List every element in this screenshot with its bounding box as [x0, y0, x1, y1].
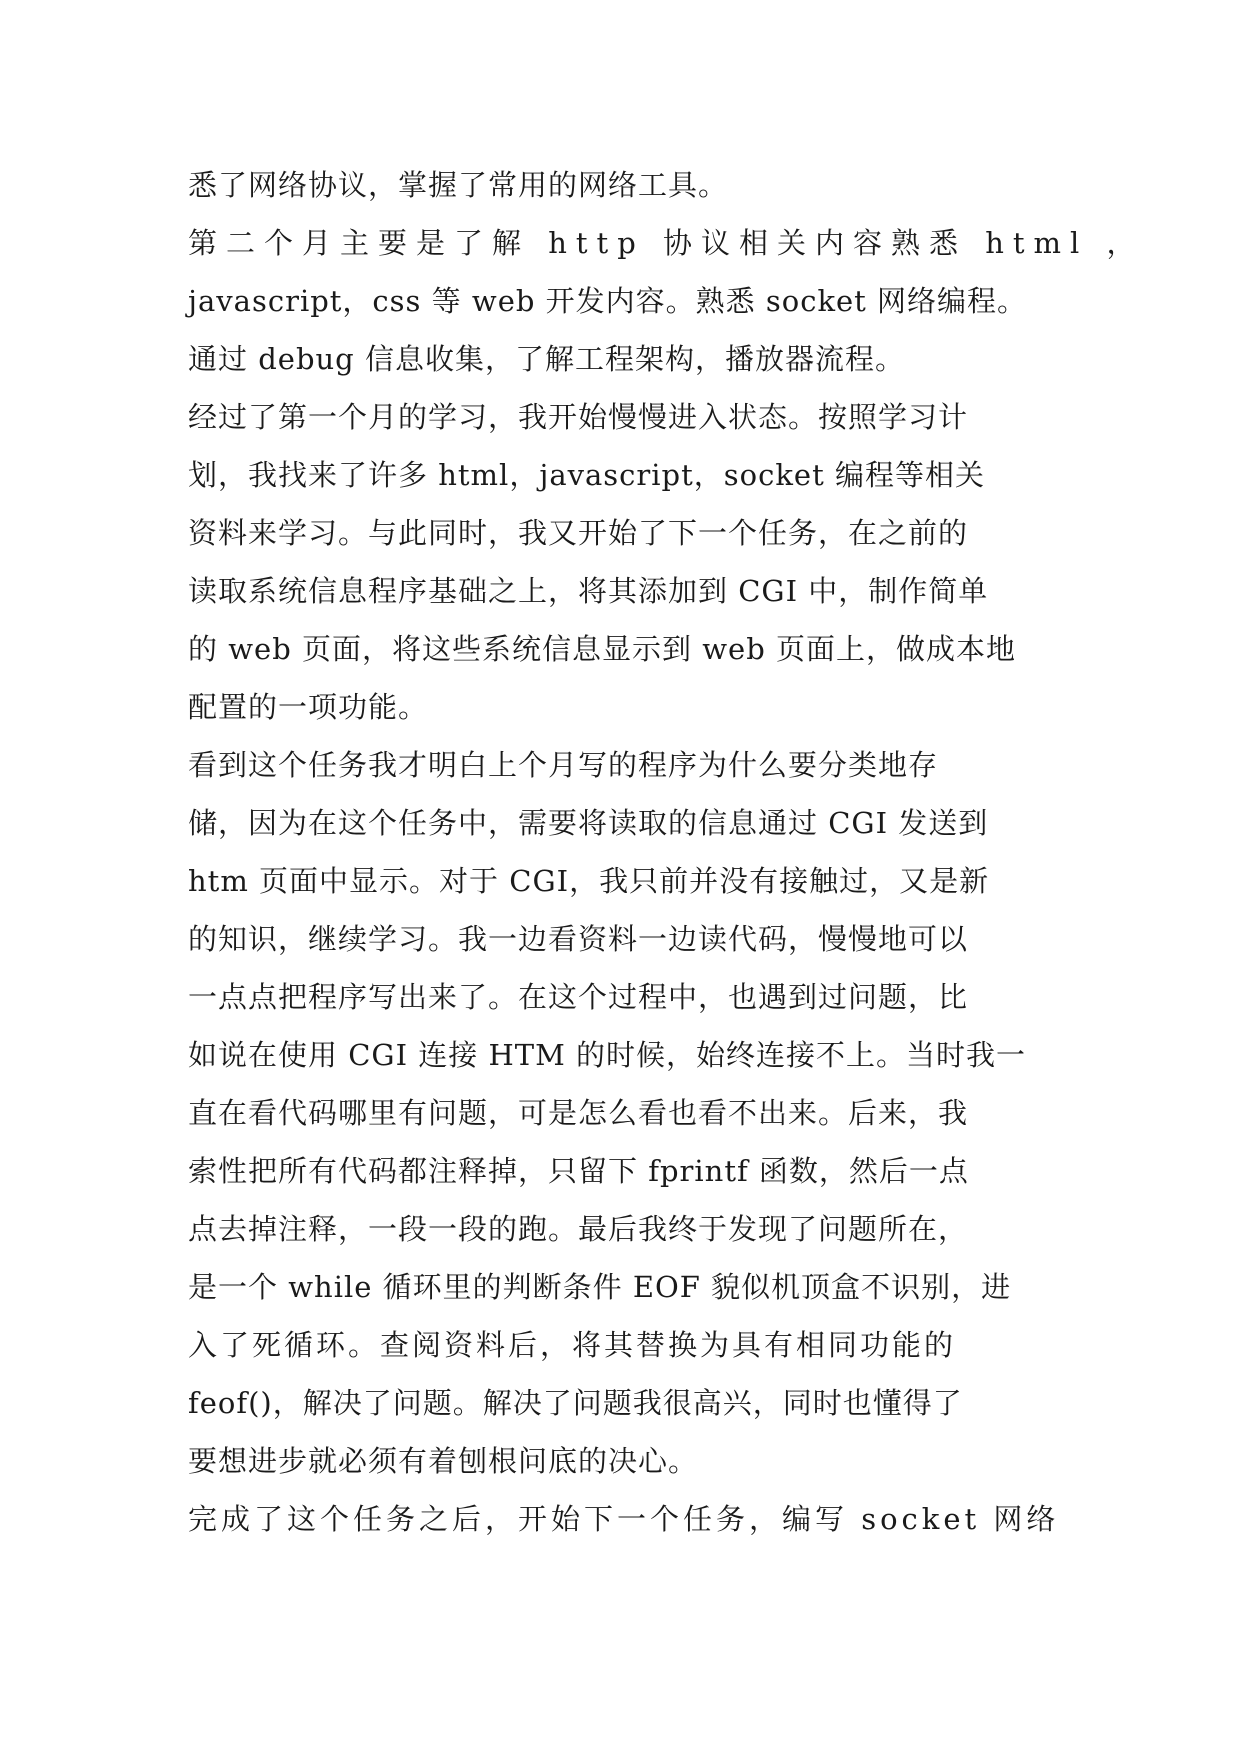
text-line: 点去掉注释，一段一段的跑。最后我终于发现了问题所在，: [188, 1212, 969, 1246]
text-line: 入了死循环。查阅资料后，将其替换为具有相同功能的: [188, 1328, 957, 1362]
text-line: 通过 debug 信息收集，了解工程架构，播放器流程。: [188, 342, 905, 376]
body-text: [188, 156, 1145, 1548]
text-line: 索性把所有代码都注释掉，只留下 fprintf 函数，然后一点: [188, 1154, 969, 1188]
text-line: 看到这个任务我才明白上个月写的程序为什么要分类地存: [188, 748, 939, 782]
text-line: htm 页面中显示。对于 CGI，我只前并没有接触过，又是新: [188, 864, 990, 898]
text-line: 资料来学习。与此同时，我又开始了下一个任务，在之前的: [188, 516, 969, 550]
text-line: 是一个 while 循环里的判断条件 EOF 貌似机顶盒不识别，进: [188, 1270, 1012, 1304]
text-line: 悉了网络协议，掌握了常用的网络工具。: [188, 168, 729, 202]
text-line: 读取系统信息程序基础之上，将其添加到 CGI 中，制作简单: [188, 574, 989, 608]
text-line: feof()，解决了问题。解决了问题我很高兴，同时也懂得了: [188, 1386, 963, 1420]
text-line: 要想进步就必须有着刨根问底的决心。: [188, 1444, 699, 1478]
text-line: 如说在使用 CGI 连接 HTM 的时候，始终连接不上。当时我一: [188, 1038, 1027, 1072]
text-line: 储，因为在这个任务中，需要将读取的信息通过 CGI 发送到: [188, 806, 989, 840]
text-line: 配置的一项功能。: [188, 690, 429, 724]
text-line: 第二个月主要是了解 http 协议相关内容熟悉 html ，: [188, 226, 1145, 260]
text-line: 完成了这个任务之后，开始下一个任务，编写 socket 网络: [188, 1502, 1060, 1536]
text-line: 一点点把程序写出来了。在这个过程中，也遇到过问题，比: [188, 980, 969, 1014]
text-line: 直在看代码哪里有问题，可是怎么看也看不出来。后来，我: [188, 1096, 969, 1130]
text-line: 经过了第一个月的学习，我开始慢慢进入状态。按照学习计: [188, 400, 969, 434]
text-line: javascript，css 等 web 开发内容。熟悉 socket 网络编程。: [188, 284, 1028, 318]
text-line: 的知识，继续学习。我一边看资料一边读代码，慢慢地可以: [188, 922, 969, 956]
text-line: 的 web 页面，将这些系统信息显示到 web 页面上，做成本地: [188, 632, 1016, 666]
text-line: 划，我找来了许多 html，javascript，socket 编程等相关: [188, 458, 985, 492]
